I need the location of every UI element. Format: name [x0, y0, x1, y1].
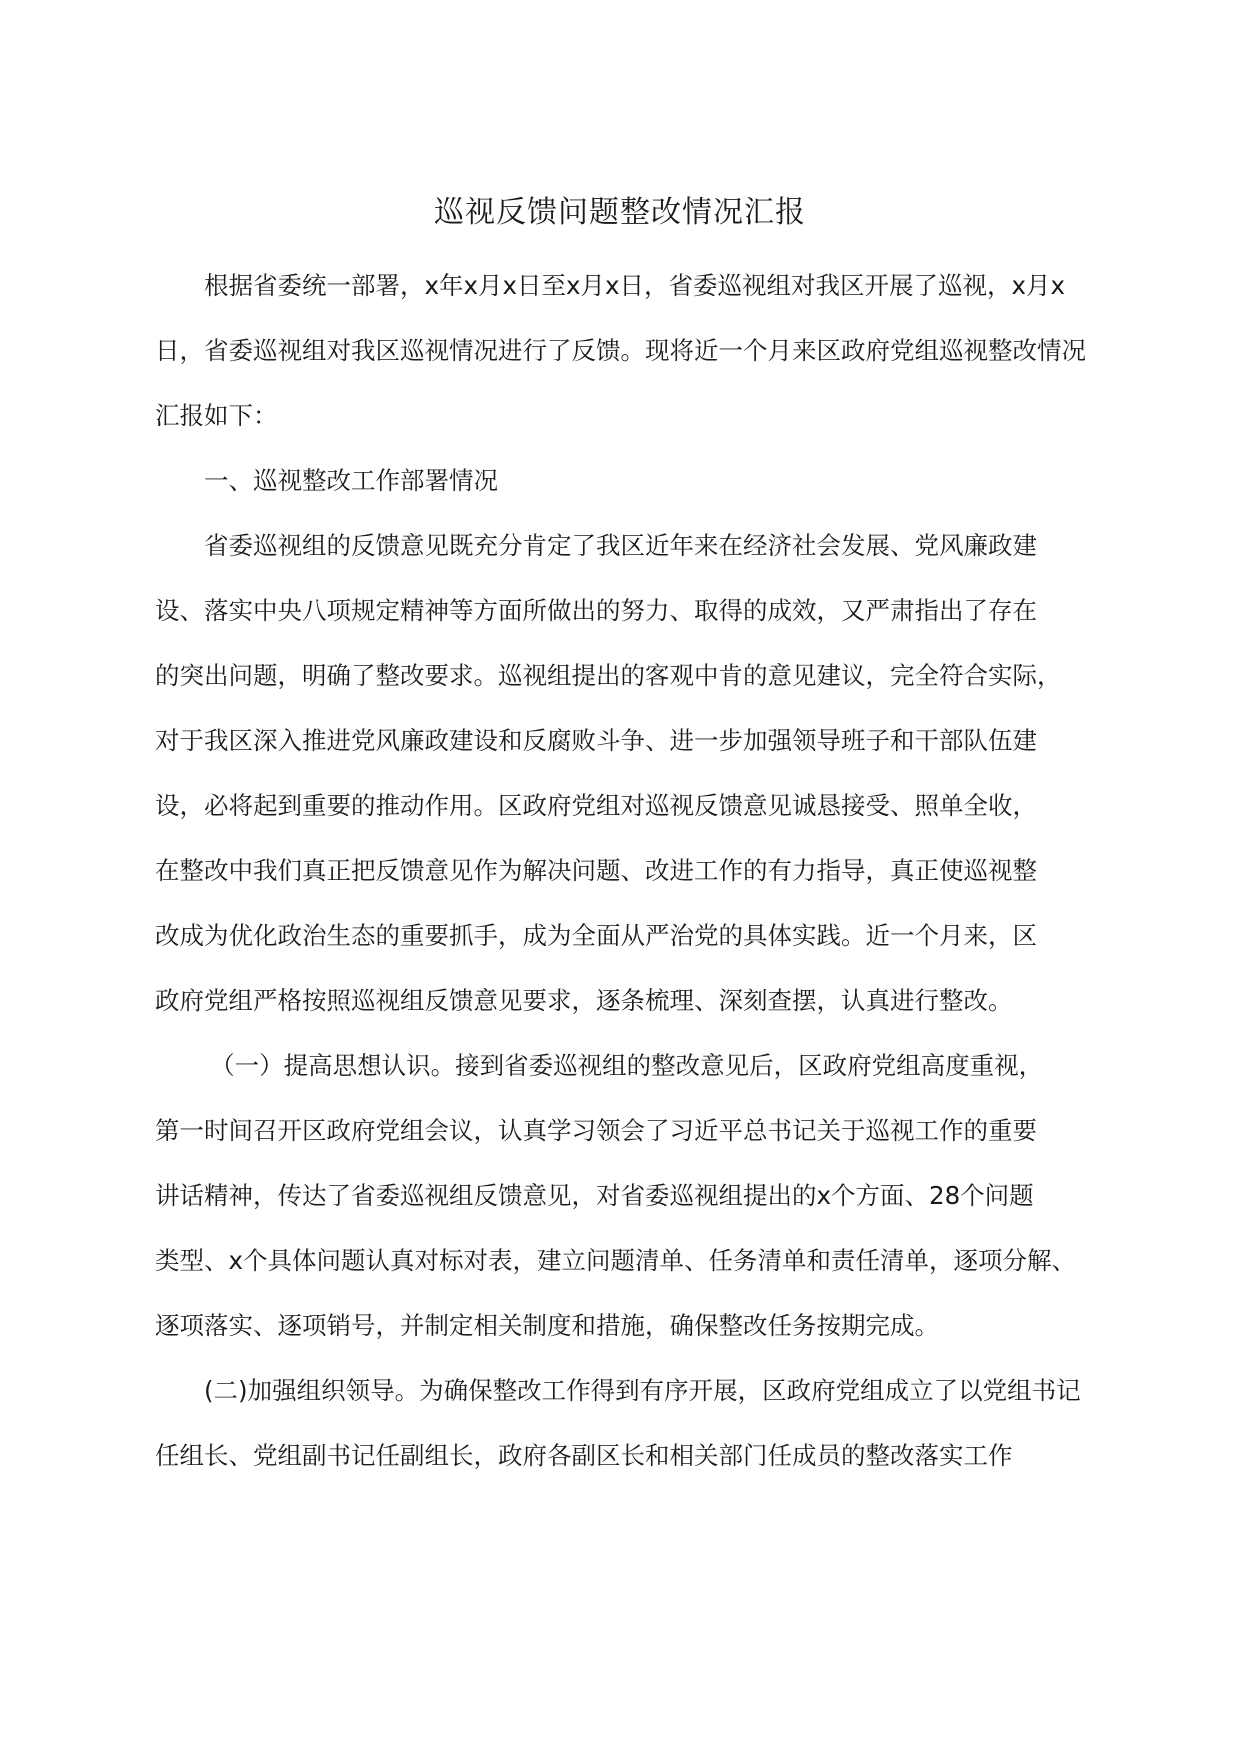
paragraph-line: 在整改中我们真正把反馈意见作为解决问题、改进工作的有力指导，真正使巡视整 — [155, 856, 1037, 885]
paragraph-line: 第一时间召开区政府党组会议，认真学习领会了习近平总书记关于巡视工作的重要 — [155, 1116, 1037, 1145]
paragraph-line: 的突出问题，明确了整改要求。巡视组提出的客观中肯的意见建议，完全符合实际， — [155, 661, 1062, 690]
paragraph-feedback — [155, 513, 1090, 1033]
paragraph-line: 改成为优化政治生态的重要抓手，成为全面从严治党的具体实践。近一个月来，区 — [155, 921, 1037, 950]
paragraph-awareness — [155, 1033, 1090, 1358]
paragraph-line: 设、落实中央八项规定精神等方面所做出的努力、取得的成效，又严肃指出了存在 — [155, 596, 1037, 625]
paragraph-line: 政府党组严格按照巡视组反馈意见要求，逐条梳理、深刻查摆，认真进行整改。 — [155, 986, 1013, 1015]
paragraph-line: 类型、x个具体问题认真对标对表，建立问题清单、任务清单和责任清单，逐项分解、 — [155, 1246, 1076, 1275]
paragraph-line: （一）提高思想认识。接到省委巡视组的整改意见后，区政府党组高度重视， — [210, 1051, 1044, 1080]
document-title: 巡视反馈问题整改情况汇报 — [434, 195, 806, 230]
paragraph-line: 省委巡视组的反馈意见既充分肯定了我区近年来在经济社会发展、党风廉政建 — [204, 531, 1037, 560]
section-heading-1: 一、巡视整改工作部署情况 — [204, 466, 498, 495]
paragraph-line: 设，必将起到重要的推动作用。区政府党组对巡视反馈意见诚恳接受、照单全收， — [155, 791, 1037, 820]
paragraph-line: 对于我区深入推进党风廉政建设和反腐败斗争、进一步加强领导班子和干部队伍建 — [155, 726, 1037, 755]
document-body — [155, 253, 1090, 1488]
paragraph-leadership: (二)加强组织领导。为确保整改工作得到有序开展，区政府党组成立了以党组书记任组长、党组副书记任副组长，政府各副区长和相关部门任成员的整改落实工作 — [155, 1376, 1081, 1470]
paragraph-intro: 根据省委统一部署，x年x月x日至x月x日，省委巡视组对我区开展了巡视，x月x日，省委巡视组对我区巡视情况进行了反馈。现将近一个月来区政府党组巡视整改情况汇报如下： — [155, 271, 1086, 430]
paragraph-line: 讲话精神，传达了省委巡视组反馈意见，对省委巡视组提出的x个方面、28个问题 — [155, 1181, 1034, 1210]
paragraph-line: 逐项落实、逐项销号，并制定相关制度和措施，确保整改任务按期完成。 — [155, 1311, 939, 1340]
